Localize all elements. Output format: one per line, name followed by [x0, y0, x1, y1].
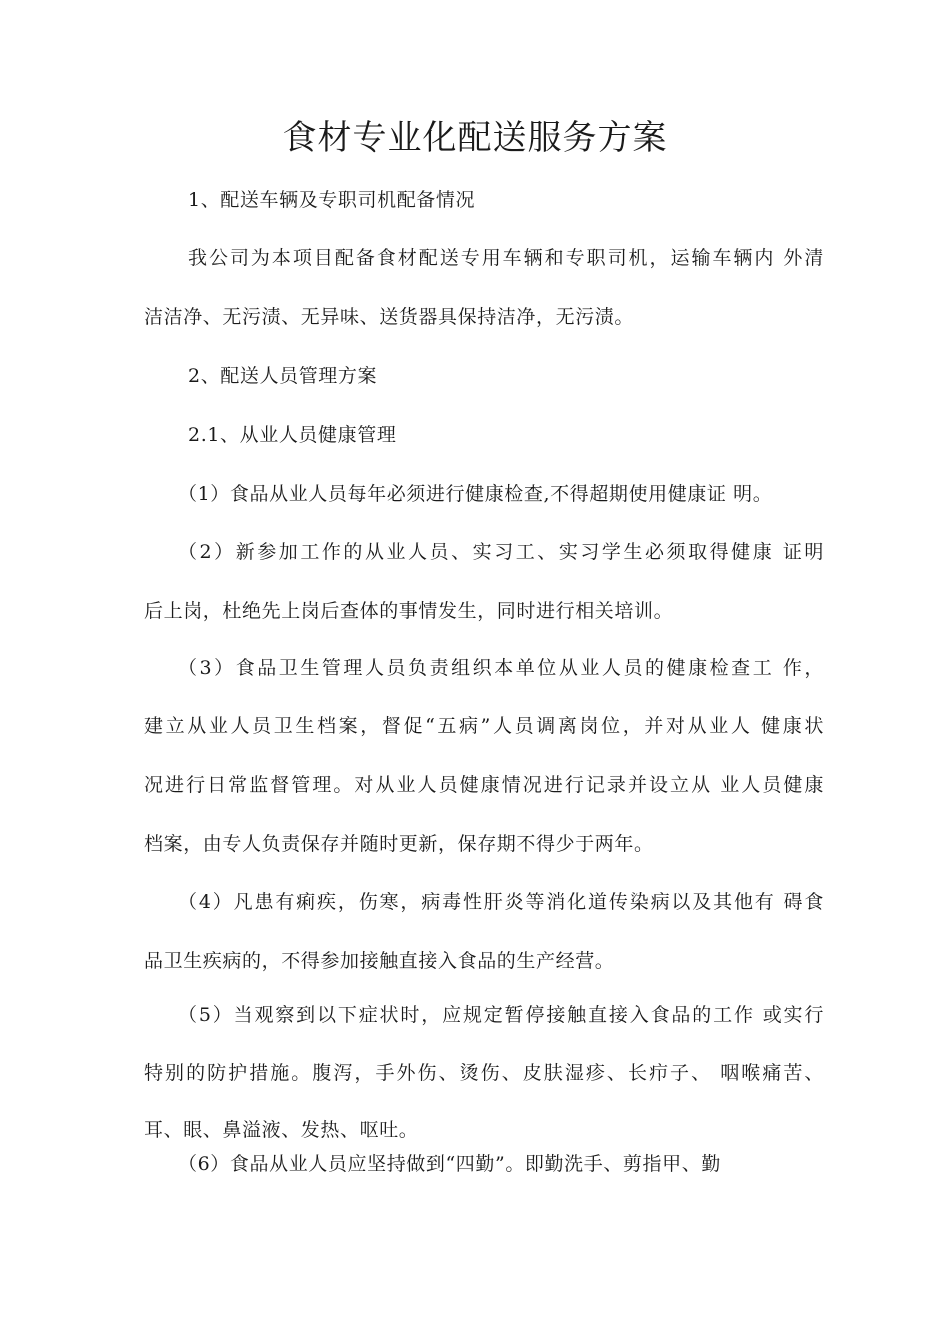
list-item-6: （6）食品从业人员应坚持做到“四勤”。即勤洗手、剪指甲、勤 — [178, 1153, 721, 1175]
paragraph-line: 洁洁净、无污渍、无异味、送货器具保持洁净，无污渍。 — [144, 306, 635, 328]
list-item-5: （5）当观察到以下症状时，应规定暂停接触直接入食品的工作 或实行 — [178, 1004, 824, 1026]
list-item-2: （2）新参加工作的从业人员、实习工、实习学生必须取得健康 证明 — [178, 541, 824, 563]
section-heading-1: 1、配送车辆及专职司机配备情况 — [188, 189, 476, 211]
paragraph-line: 品卫生疾病的，不得参加接触直接入食品的生产经营。 — [144, 950, 615, 972]
paragraph-line: 后上岗，杜绝先上岗后查体的事情发生，同时进行相关培训。 — [144, 600, 674, 622]
section-heading-2: 2、配送人员管理方案 — [188, 365, 378, 387]
list-item-4: （4）凡患有痢疾，伤寒，病毒性肝炎等消化道传染病以及其他有 碍食 — [178, 891, 824, 913]
paragraph-line: 况进行日常监督管理。对从业人员健康情况进行记录并设立从 业人员健康 — [144, 774, 824, 796]
list-item-1: （1）食品从业人员每年必须进行健康检查,不得超期使用健康证 明。 — [178, 483, 773, 505]
paragraph-line: 特别的防护措施。腹泻，手外伤、烫伤、皮肤湿疹、长疖子、 咽喉痛苦、 — [144, 1062, 824, 1084]
list-item-3: （3）食品卫生管理人员负责组织本单位从业人员的健康检查工 作， — [178, 657, 824, 679]
paragraph-line: 档案，由专人负责保存并随时更新，保存期不得少于两年。 — [144, 833, 654, 855]
paragraph-line: 建立从业人员卫生档案，督促“五病”人员调离岗位，并对从业人 健康状 — [144, 715, 824, 737]
paragraph-line: 耳、眼、鼻溢液、发热、呕吐。 — [144, 1119, 419, 1141]
paragraph-line: 我公司为本项目配备食材配送专用车辆和专职司机，运输车辆内 外清 — [188, 247, 824, 269]
document-title: 食材专业化配送服务方案 — [282, 118, 668, 158]
subsection-heading: 2.1、从业人员健康管理 — [188, 424, 397, 446]
